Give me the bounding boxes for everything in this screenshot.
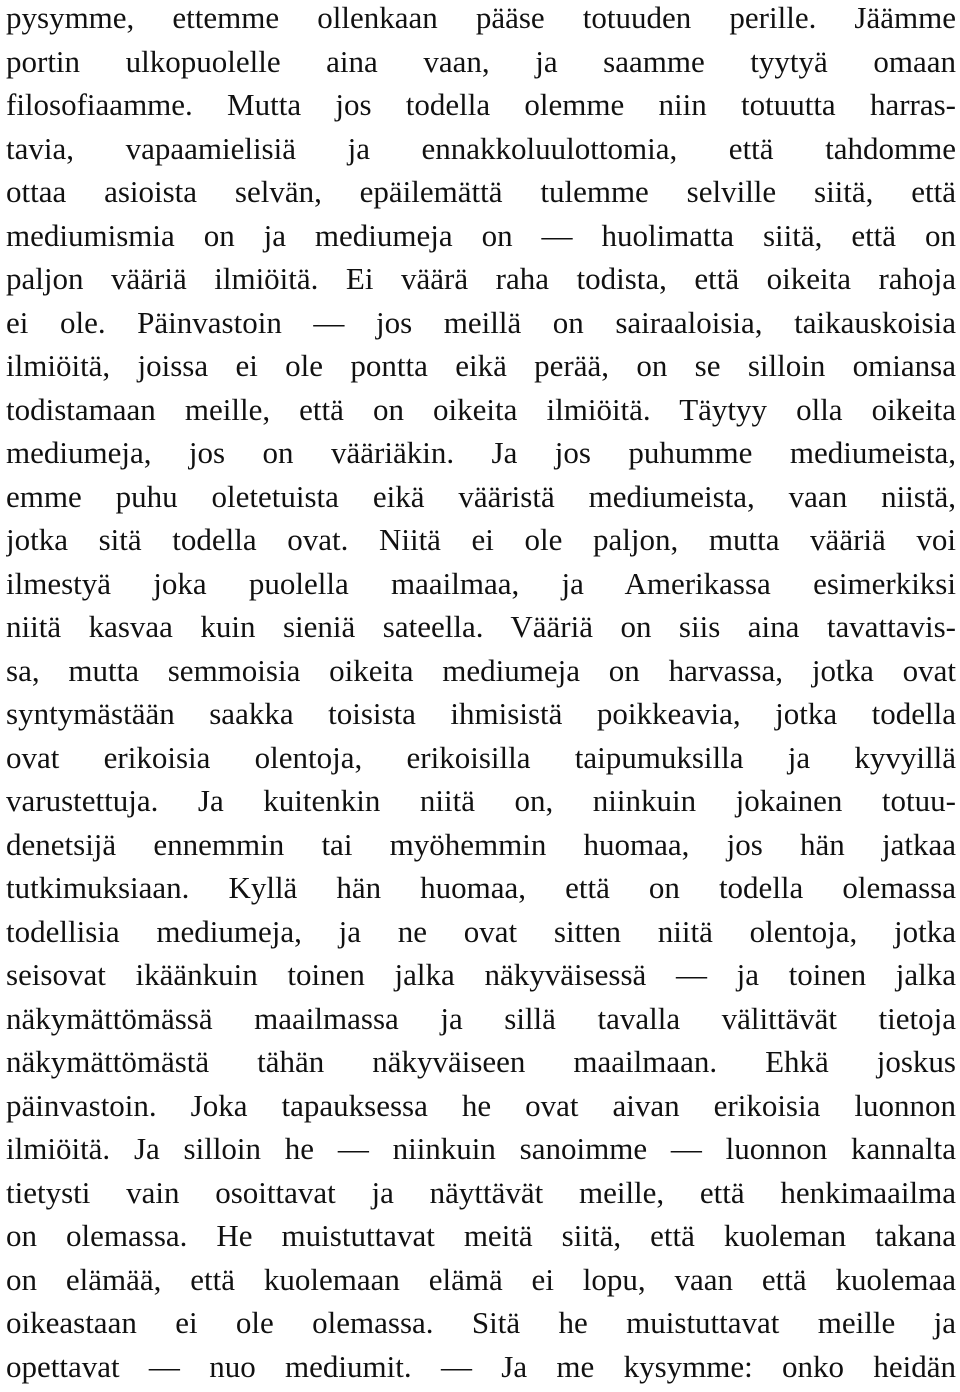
text-line: filosofiaamme. Mutta jos todella olemme niin totuutta harras- — [6, 87, 956, 122]
text-line: on olemassa. He muistuttavat meitä siitä, että kuoleman takana — [6, 1218, 956, 1253]
text-line: todistamaan meille, että on oikeita ilmiöitä. Täytyy olla oikeita — [6, 391, 956, 427]
text-line: ovat erikoisia olentoja, erikoisilla taipumuksilla ja kyvyillä — [6, 739, 956, 775]
text-line: ilmiöitä, joissa ei ole pontta eikä perää, on se silloin omiansa — [6, 348, 956, 383]
text-line: tutkimuksiaan. Kyllä hän huomaa, että on todella olemassa — [6, 870, 956, 905]
text-line: mediumeja, jos on vääriäkin. Ja jos puhumme mediumeista, — [6, 435, 956, 470]
text-line: portin ulkopuolelle aina vaan, ja saamme tyytyä omaan — [6, 43, 956, 79]
text-line: todellisia mediumeja, ja ne ovat sitten niitä olentoja, jotka — [6, 913, 956, 949]
text-line: jotka sitä todella ovat. Niitä ei ole paljon, mutta vääriä voi — [6, 522, 956, 557]
text-line: emme puhu oletetuista eikä vääristä mediumeista, vaan niistä, — [6, 478, 956, 514]
text-line: mediumismia on ja mediumeja on — huolimatta siitä, että on — [6, 217, 956, 253]
text-line: näkymättömästä tähän näkyväiseen maailmaan. Ehkä joskus — [6, 1044, 956, 1079]
text-line: tavia, vapaamielisiä ja ennakkoluulottomia, että tahdomme — [6, 130, 956, 166]
text-line: oikeastaan ei ole olemassa. Sitä he muistuttavat meille ja — [6, 1305, 956, 1340]
text-line: ilmiöitä. Ja silloin he — niinkuin sanoimme — luonnon kannalta — [6, 1131, 956, 1166]
text-line: syntymästään saakka toisista ihmisistä poikkeavia, jotka todella — [6, 696, 956, 731]
text-line: näkymättömässä maailmassa ja sillä tavalla välittävät tietoja — [6, 1000, 956, 1036]
text-line: on elämää, että kuolemaan elämä ei lopu, vaan että kuolemaa — [6, 1261, 956, 1297]
text-line: ottaa asioista selvän, epäilemättä tulemme selville siitä, että — [6, 174, 956, 209]
text-line: sa, mutta semmoisia oikeita mediumeja on harvassa, jotka ovat — [6, 652, 956, 688]
text-line: niitä kasvaa kuin sieniä sateella. Vääriä on siis aina tavattavis- — [6, 609, 956, 644]
text-line: seisovat ikäänkuin toinen jalka näkyväisessä — ja toinen jalka — [6, 957, 956, 992]
text-line: ilmestyä joka puolella maailmaa, ja Amerikassa esimerkiksi — [6, 565, 956, 601]
text-line: tietysti vain osoittavat ja näyttävät meille, että henkimaailma — [6, 1174, 956, 1210]
text-line: päinvastoin. Joka tapauksessa he ovat aivan erikoisia luonnon — [6, 1087, 956, 1123]
text-line: denetsijä ennemmin tai myöhemmin huomaa, jos hän jatkaa — [6, 826, 956, 862]
text-line: varustettuja. Ja kuitenkin niitä on, niinkuin jokainen totuu- — [6, 783, 956, 818]
text-line: pysymme, ettemme ollenkaan pääse totuuden perille. Jäämme — [6, 0, 956, 35]
text-line: opettavat — nuo mediumit. — Ja me kysymme: onko heidän — [6, 1348, 956, 1384]
text-line: paljon vääriä ilmiöitä. Ei väärä raha todista, että oikeita rahoja — [6, 261, 956, 296]
text-line: ei ole. Päinvastoin — jos meillä on sairaaloisia, taikauskoisia — [6, 304, 956, 340]
